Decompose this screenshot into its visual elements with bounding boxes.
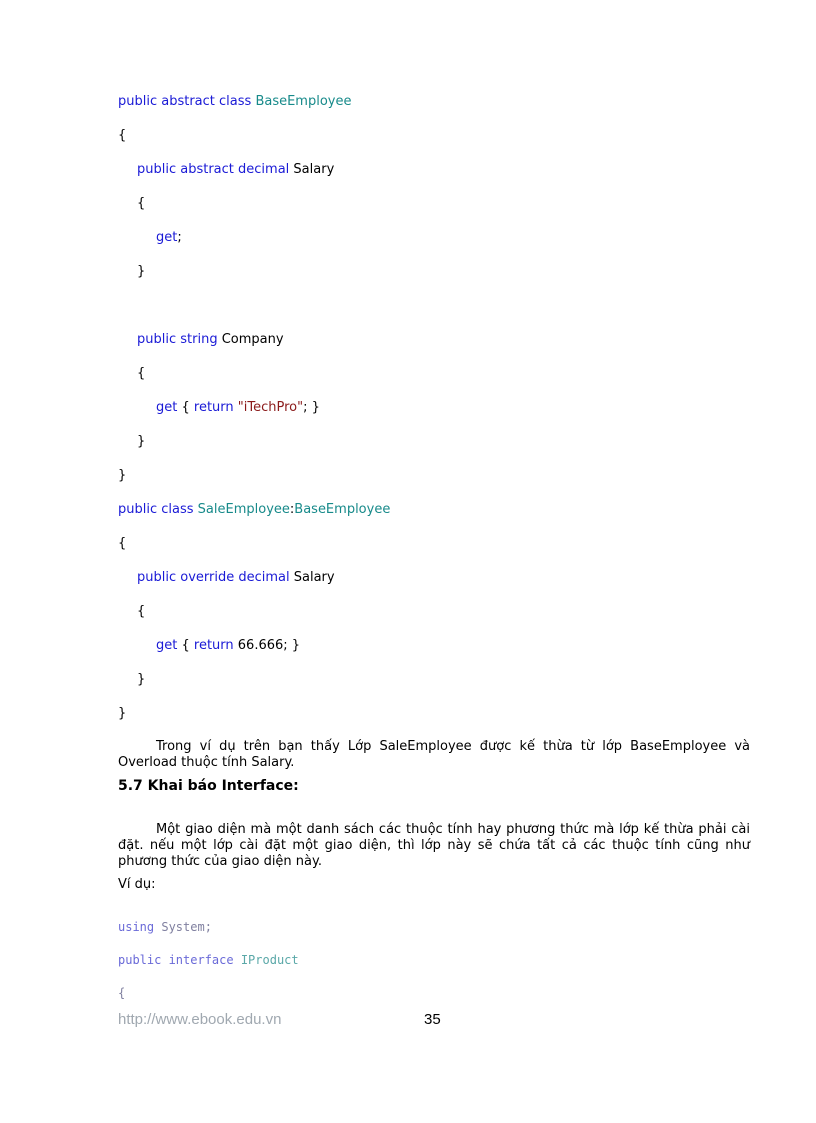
code-line: { (118, 986, 126, 1000)
code-string: "iTechPro" (237, 400, 304, 415)
body-paragraph: Trong ví dụ trên bạn thấy Lớp SaleEmployee được kế thừa từ lớp BaseEmployee và Overload thuộc tính Salary. (118, 739, 750, 770)
code-punct: : (289, 502, 295, 517)
code-punct: ; } (303, 400, 320, 415)
code-keyword: return (193, 400, 234, 415)
code-keyword: return (193, 638, 234, 653)
code-line (137, 570, 335, 586)
code-line: { (137, 604, 146, 619)
code-line (137, 162, 334, 178)
code-keyword: get (156, 230, 178, 245)
code-line (118, 94, 351, 110)
code-punct: { (177, 638, 194, 653)
page-number: 35 (424, 1011, 441, 1028)
code-identifier: Salary (293, 162, 335, 177)
code-keyword: get (156, 638, 178, 653)
code-line (156, 230, 182, 246)
code-line (156, 638, 300, 654)
code-line: } (118, 706, 127, 721)
code-type: BaseEmployee (294, 502, 391, 517)
code-punct: 66.666; } (233, 638, 301, 653)
code-keyword: public string (137, 332, 218, 347)
code-keyword: public interface (118, 953, 234, 967)
code-line: { (137, 196, 146, 211)
code-line (137, 332, 284, 348)
footer-url[interactable]: http://www.ebook.edu.vn (118, 1011, 282, 1028)
code-line: } (137, 434, 146, 449)
code-line: } (137, 264, 146, 279)
code-punct: { (177, 400, 194, 415)
code-keyword: using (118, 920, 155, 934)
code-type: SaleEmployee (197, 502, 290, 517)
code-line (118, 952, 299, 968)
code-line (118, 502, 390, 518)
code-keyword: public override decimal (137, 570, 290, 585)
code-line (156, 400, 320, 416)
code-type: BaseEmployee (255, 94, 352, 109)
code-line: } (137, 672, 146, 687)
code-line: { (137, 366, 146, 381)
code-identifier: System; (154, 920, 212, 934)
body-paragraph: Một giao diện mà một danh sách các thuộc tính hay phương thức mà lớp kế thừa phải cài đặt. nếu một lớp cài đặt một giao diện, thì lớp này sẽ chứa tất cả các thuộc tính cũng như phương thức của giao diện này. (118, 822, 750, 869)
section-heading: 5.7 Khai báo Interface: (118, 778, 299, 794)
example-label: Ví dụ: (118, 877, 156, 892)
code-line: } (118, 468, 127, 483)
code-identifier: Salary (293, 570, 335, 585)
code-keyword: public class (118, 502, 194, 517)
code-keyword: public abstract class (118, 94, 252, 109)
code-type: IProduct (240, 953, 299, 967)
code-punct: ; (177, 230, 182, 245)
code-keyword: get (156, 400, 178, 415)
code-keyword: public abstract decimal (137, 162, 290, 177)
code-line: { (118, 128, 127, 143)
code-line (118, 919, 212, 935)
code-line: { (118, 536, 127, 551)
code-identifier: Company (221, 332, 284, 347)
